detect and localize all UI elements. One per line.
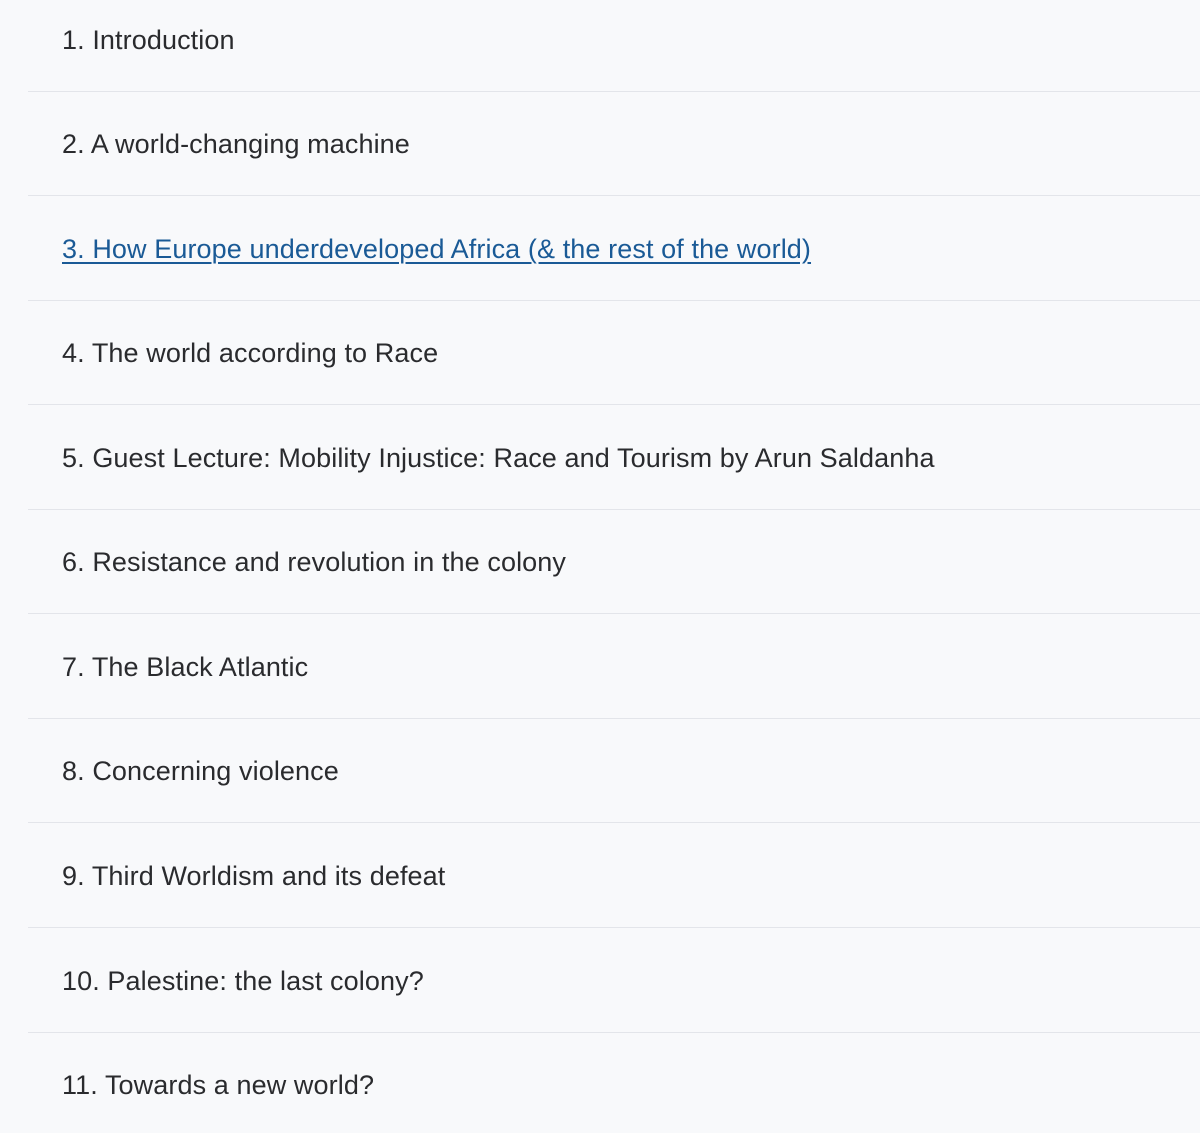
module-item-3[interactable] bbox=[28, 197, 1200, 301]
module-link-4[interactable]: 4. The world according to Race bbox=[62, 338, 439, 368]
divider bbox=[28, 613, 1200, 614]
divider bbox=[28, 822, 1200, 823]
module-link-7[interactable]: 7. The Black Atlantic bbox=[62, 652, 309, 682]
module-link-2[interactable]: 2. A world-changing machine bbox=[62, 129, 410, 159]
module-item-7[interactable] bbox=[28, 615, 1200, 719]
module-item-6[interactable] bbox=[28, 510, 1200, 614]
divider bbox=[28, 195, 1200, 196]
module-item-2[interactable] bbox=[28, 92, 1200, 196]
module-item-9[interactable] bbox=[28, 824, 1200, 928]
module-link-11[interactable]: 11. Towards a new world? bbox=[62, 1070, 375, 1100]
module-link-9[interactable]: 9. Third Worldism and its defeat bbox=[62, 861, 446, 891]
divider bbox=[28, 404, 1200, 405]
module-link-1[interactable]: 1. Introduction bbox=[62, 25, 235, 55]
module-item-8[interactable] bbox=[28, 719, 1200, 823]
module-link-8[interactable]: 8. Concerning violence bbox=[62, 756, 339, 786]
divider bbox=[28, 927, 1200, 928]
module-link-5[interactable]: 5. Guest Lecture: Mobility Injustice: Race and Tourism by Arun Saldanha bbox=[62, 443, 935, 473]
module-item-1[interactable] bbox=[28, 0, 1200, 92]
module-link-10[interactable]: 10. Palestine: the last colony? bbox=[62, 966, 424, 996]
module-link-3-active[interactable]: 3. How Europe underdeveloped Africa (& the rest of the world) bbox=[62, 234, 812, 264]
module-item-4[interactable] bbox=[28, 301, 1200, 405]
module-item-10[interactable] bbox=[28, 929, 1200, 1033]
module-item-5[interactable] bbox=[28, 406, 1200, 510]
module-link-6[interactable]: 6. Resistance and revolution in the colony bbox=[62, 547, 567, 577]
module-item-11[interactable] bbox=[28, 1033, 1200, 1133]
